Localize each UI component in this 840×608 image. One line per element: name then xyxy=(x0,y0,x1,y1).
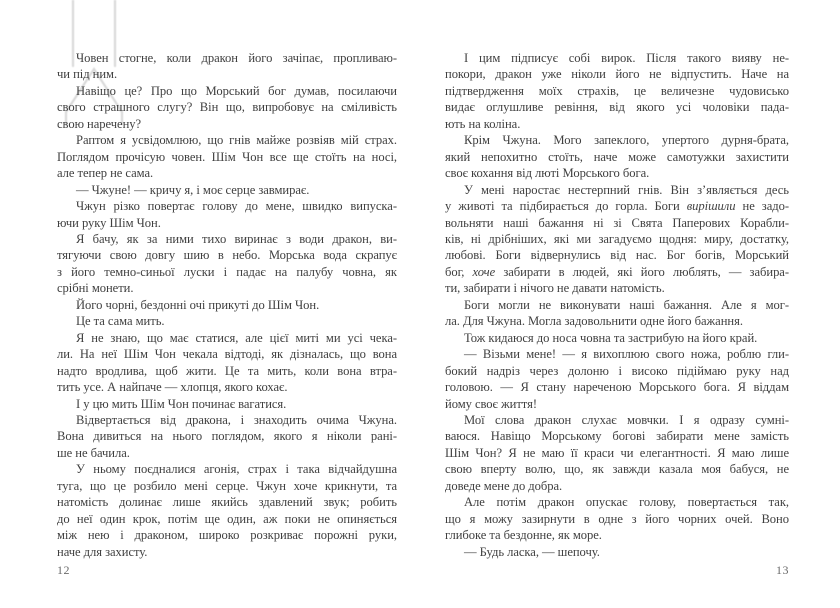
paragraph xyxy=(445,297,789,330)
text-line: ючи руку Шім Чон. xyxy=(57,215,161,230)
page-number-right: 13 xyxy=(776,563,789,577)
text-line: глибоке та бездонне, як море. xyxy=(445,528,602,543)
text-line: Відвертається від дракона, і знаходить очима Чжуна. xyxy=(76,412,397,427)
text-line: Боги могли не виконувати наші бажання. Але я мог- xyxy=(464,297,789,312)
paragraph xyxy=(445,544,789,560)
paragraph xyxy=(57,396,397,412)
text-line: — Чжуне! — кричу я, і моє серце завмирає. xyxy=(76,182,310,197)
text-line: Поглядом прочісую човен. Шім Чон все ще стоїть на носі, xyxy=(57,149,397,164)
text-line: Шім Чон? Я не маю її краси чи елегантності. Я маю лише xyxy=(445,445,789,460)
text-line: тягуючи свою довгу шию в небо. Морська вода скрапує xyxy=(57,248,397,263)
text-line: що я можу зазирнути в одне з його чорних очей. Воно xyxy=(445,511,789,526)
text-line: Раптом я усвідомлюю, що гнів майже розвіяв мій страх. xyxy=(76,133,397,148)
text-line: У ньому поєдналися агонія, страх і така відчайдушна xyxy=(76,462,397,477)
text-line: срібні монети. xyxy=(57,281,134,296)
text-block xyxy=(445,50,789,560)
text-line: з його темно-синьої луски і падає на палубу човна, як xyxy=(57,264,397,279)
text-line: Чжун різко повертає голову до мене, швидко випуска- xyxy=(76,199,397,214)
text-line: який непохитно стоїть, наче може самотужки захистити xyxy=(445,149,789,164)
text-line: Я не знаю, що має статися, але цієї миті ми усі чека- xyxy=(76,330,397,345)
text-line: але тепер не сама. xyxy=(57,166,154,181)
text-line: наче для захисту. xyxy=(57,544,148,559)
page-number-left: 12 xyxy=(57,563,70,577)
text-line: — Будь ласка, — шепочу. xyxy=(464,544,600,559)
text-line: У мені наростає нестерпний гнів. Він з’являється десь xyxy=(464,182,789,197)
paragraph xyxy=(445,412,789,494)
text-block xyxy=(57,50,397,560)
text-line: І у цю мить Шім Чон починає вагатися. xyxy=(76,396,287,411)
text-line: Крім Чжуна. Мого запеклого, упертого дурня-брата, xyxy=(464,133,789,148)
text-line: підтвердження моїх страхів, це величезне чудовисько xyxy=(445,83,789,98)
paragraph xyxy=(445,50,789,132)
paragraph xyxy=(57,198,397,231)
paragraph xyxy=(57,313,397,329)
text-line: Але потім дракон опускає голову, повертається так, xyxy=(464,495,789,510)
text-line: Це та сама мить. xyxy=(76,314,165,329)
text-line: йому своє життя! xyxy=(445,396,537,411)
text-line: бог, хоче забирати в людей, які його люблять, — забира- xyxy=(445,264,789,279)
paragraph xyxy=(57,412,397,461)
text-line: ють на коліна. xyxy=(445,116,521,131)
text-line: любові. Боги відвернулись від нас. Бог богів, Морський xyxy=(445,248,789,263)
text-line: між нею і драконом, широко розкриває порожні руки, xyxy=(57,528,397,543)
paragraph xyxy=(57,50,397,83)
text-line: у животі та підбирається до горла. Боги вирішили не задо- xyxy=(445,199,789,214)
text-line: вольняти наші бажання ні зі Свята Паперових Корабли- xyxy=(445,215,789,230)
text-line: ла. Для Чжуна. Могла задовольнити одне його бажання. xyxy=(445,314,743,329)
paragraph xyxy=(445,132,789,181)
text-line: своє кохання від люті Морського бога. xyxy=(445,166,650,181)
text-line: ше не бачила. xyxy=(57,445,130,460)
text-line: ків, ні дрібніших, які ми загадуємо щодня: миру, достатку, xyxy=(445,231,789,246)
text-line: Тож кидаюся до носа човна та застрибую на його край. xyxy=(464,330,758,345)
paragraph xyxy=(57,461,397,560)
page-right xyxy=(420,0,840,608)
text-line: — Візьми мене! — я вихоплюю свого ножа, роблю гли- xyxy=(464,347,789,362)
paragraph xyxy=(57,83,397,132)
text-line: тить усе. А найпаче — хлопця, якого кохає. xyxy=(57,380,288,395)
text-line: Навіщо це? Про що Морський бог думав, посилаючи xyxy=(76,83,397,98)
text-line: Я бачу, як за ними тихо виринає з води дракон, ви- xyxy=(76,231,397,246)
text-line: ти, забирати і нічого не давати натомість. xyxy=(445,281,665,296)
text-line: І цим підписує собі вирок. Після такого вияву не- xyxy=(464,51,789,65)
text-line: головою. — Я стану нареченою Морського бога. Я віддам xyxy=(445,380,789,395)
text-line: свою наречену? xyxy=(57,116,142,131)
text-line: видає оглушливе ревіння, від якого усі чоловіки пада- xyxy=(445,100,789,115)
paragraph xyxy=(445,494,789,543)
text-line: Вона дивиться на нього поглядом, якого я ніколи рані- xyxy=(57,429,397,444)
text-line: Його чорні, бездонні очі прикуті до Шім Чон. xyxy=(76,297,320,312)
paragraph xyxy=(57,132,397,181)
text-line: натомість долинає лише якийсь здавлений звук; робить xyxy=(57,495,397,510)
text-line: бокий надріз через долоню і високо підіймаю руку над xyxy=(445,363,789,378)
paragraph xyxy=(445,330,789,346)
text-line: чи під ним. xyxy=(57,67,118,82)
text-line: свою вперту волю, що, як завжди казала моя бабуся, не xyxy=(445,462,789,477)
paragraph xyxy=(57,330,397,396)
text-line: покори, дракон уже ніколи його не відпустить. Наче на xyxy=(445,67,789,82)
text-line: надто вродлива, щоб жити. Це та мить, коли вона втра- xyxy=(57,363,397,378)
text-line: Мої слова дракон слухає мовчки. І я одразу сумні- xyxy=(464,412,789,427)
paragraph xyxy=(445,182,789,297)
paragraph xyxy=(57,182,397,198)
text-line: доведе мене до добра. xyxy=(445,478,563,493)
text-line: туга, що це розбило мені серце. Чжун хоче крикнути, та xyxy=(57,478,397,493)
text-line: до неї один крок, потім ще один, аж поки не опиняється xyxy=(57,511,397,526)
text-line: Човен стогне, коли дракон його зачіпає, пропливаю- xyxy=(76,51,397,65)
text-line: ли. На неї Шім Чон чекала відтоді, як дізналась, що вона xyxy=(57,347,397,362)
text-line: свого страшного слугу? Він що, випробовує на сміливість xyxy=(57,100,397,115)
paragraph xyxy=(57,297,397,313)
paragraph xyxy=(57,231,397,297)
paragraph xyxy=(445,346,789,412)
text-line: ваюся. Навіщо Морському богові забирати мене замість xyxy=(445,429,789,444)
